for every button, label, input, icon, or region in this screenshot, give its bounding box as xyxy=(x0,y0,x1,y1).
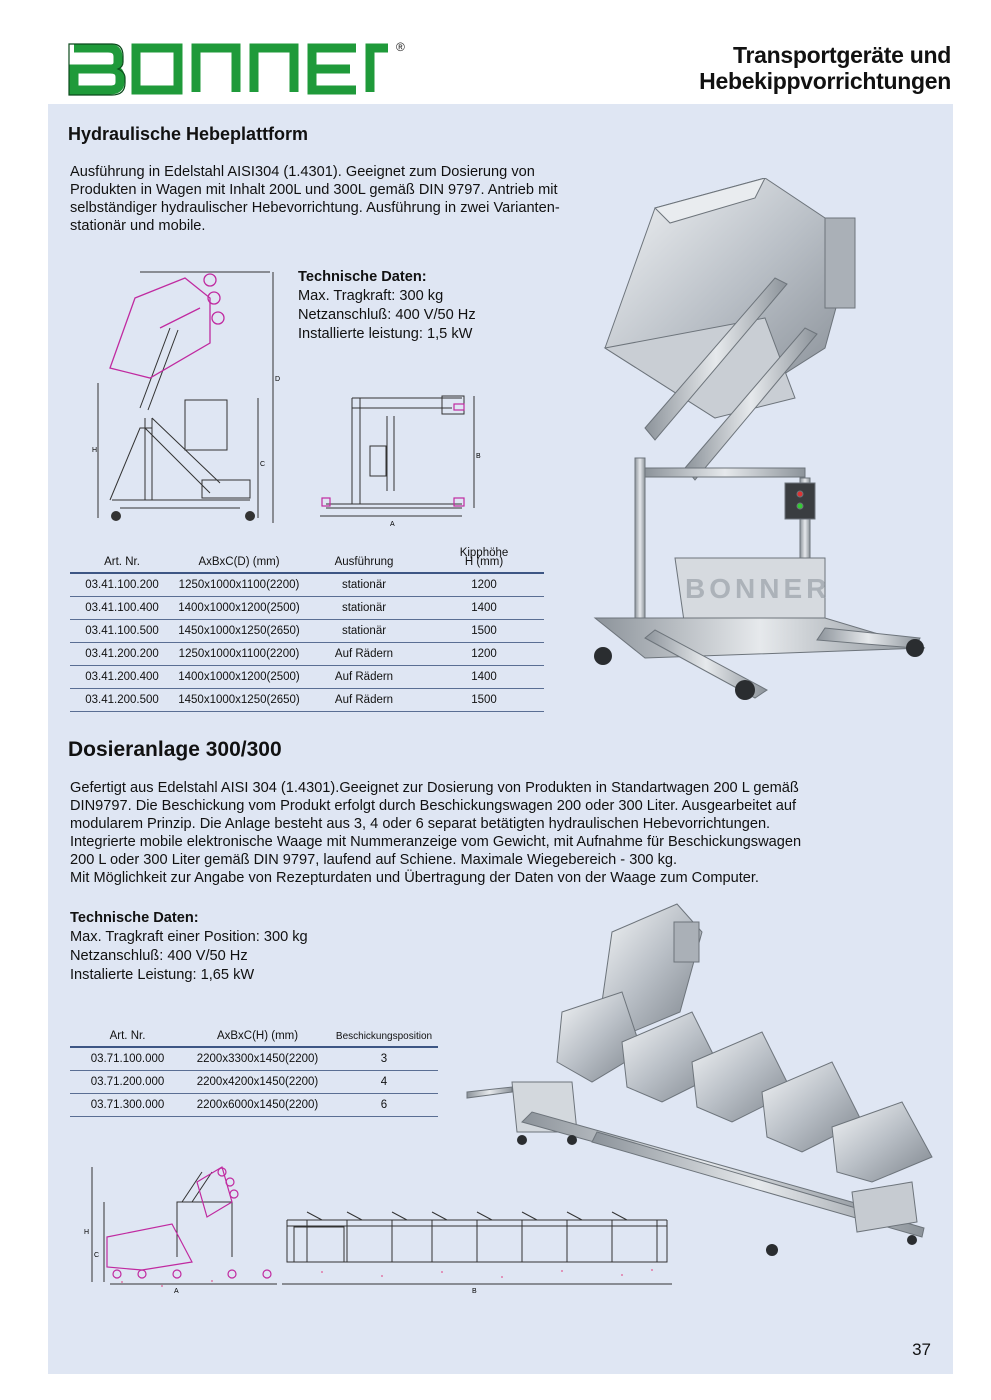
svg-text:BONNER: BONNER xyxy=(685,573,831,604)
hydraulic-platform-photo xyxy=(585,178,935,718)
section1-heading: Hydraulische Hebeplattform xyxy=(68,124,309,144)
table-row: 03.71.100.000 2200x3300x1450(2200) 3 xyxy=(70,1047,438,1071)
table-row: 03.71.300.000 2200x6000x1450(2200) 6 xyxy=(70,1094,438,1117)
section2-heading: Dosieranlage 300/300 xyxy=(68,738,282,761)
svg-text:A: A xyxy=(390,521,395,528)
svg-text:H: H xyxy=(84,1229,90,1236)
svg-text:A: A xyxy=(174,1288,179,1294)
table-row: 03.41.200.200 1250x1000x1100(2200) Auf Rädern 1200 xyxy=(70,643,544,666)
table-row: 03.41.200.500 1450x1000x1250(2650) Auf Rädern 1500 xyxy=(70,689,544,712)
section2-description: Gefertigt aus Edelstahl AISI 304 (1.4301).Geeignet zur Dosierung von Produkten in Standartwagen 200 L gemäß DIN9797. Die Beschickung vom Produkt erfolgt durch Beschickungswagen 200 oder 300 Liter. Ausgearbeitet auf modularem Prinzip. Die Anlage besteht aus 3, 4 oder 6 separat betätigten hydraulischen Hebevorrichtungen. Integrierte mobile elektronische Waage mit Nummeranzeige vom Gewicht, mit Aufnahme für Beschickungswagen 200 L oder 300 Liter gemäß DIN 9797, laufend auf Schiene. Maximale Wiegebereich - 300 kg. Mit Möglichkeit zur Angabe von Rezepturdaten und Übertragung der Daten von der Waage zum Computer. xyxy=(70,780,802,886)
section2-tech-data: Technische Daten: Max. Tragkraft einer Position: 300 kg Netzanschluß: 400 V/50 Hz Instalierte Leistung: 1,65 kW xyxy=(70,910,308,983)
table-row: 03.41.100.200 1250x1000x1100(2200) stationär 1200 xyxy=(70,573,544,597)
dosing-table: Art. Nr. AxBxC(H) (mm) Beschickungsposition 03.71.100.000 2200x3300x1450(2200) 3 03.71.200.000 2200x4200x1450(2200) 4 03.71.300.000 2200x6000x1450(2200) 6 xyxy=(70,1014,438,1117)
svg-text:C: C xyxy=(260,461,266,468)
table-row: 03.41.200.400 1400x1000x1200(2500) Auf Rädern 1400 xyxy=(70,666,544,689)
header-title: Transportgeräte und Hebekippvorrichtungen xyxy=(699,42,951,94)
svg-text:B: B xyxy=(476,453,481,460)
section1-description: Ausführung in Edelstahl AISI304 (1.4301). Geeignet zum Dosierung von Produkten in Wagen mit Inhalt 200L und 300L gemäß DIN 9797. Antrieb mit selbständiger hydraulischer Hebevorrichtung. Ausführung in zwei Varianten- stationär und mobile. xyxy=(70,164,560,234)
bonner-logo xyxy=(66,42,396,96)
platform-front-drawing xyxy=(312,386,488,528)
dosing-line-drawing xyxy=(82,1162,682,1294)
svg-text:BONNER: BONNER xyxy=(66,42,71,43)
svg-text:H: H xyxy=(92,447,98,454)
table-row: 03.71.200.000 2200x4200x1450(2200) 4 xyxy=(70,1071,438,1094)
section1-tech-data: Technische Daten: Max. Tragkraft: 300 kg Netzanschluß: 400 V/50 Hz Installierte leistung: 1,5 kW xyxy=(298,269,476,342)
svg-text:B: B xyxy=(472,1288,477,1294)
platform-table: Art. Nr. AxBxC(D) (mm) Ausführung Kipphöhe H (mm) 03.41.100.200 1250x1000x1100(2200) stationär 1200 03.41.100.400 1400x1000x1200(2500) stationär 1400 03.41.100.500 1450x1000x1250(2650) stationär 1500 03.41.200.200 1250x1000x1100(2200) Auf Rädern 1200 03.41.200.400 1400x1000x1200(2500) Auf Rädern 1400 03.41.200.500 1450x1000x1250(2650) Auf Rädern 1500 xyxy=(70,540,544,712)
table-row: 03.41.100.500 1450x1000x1250(2650) stationär 1500 xyxy=(70,620,544,643)
table-row: 03.41.100.400 1400x1000x1200(2500) stationär 1400 xyxy=(70,597,544,620)
svg-text:C: C xyxy=(94,1252,100,1259)
page-number: 37 xyxy=(912,1340,931,1359)
platform-side-drawing xyxy=(90,268,300,530)
svg-text:D: D xyxy=(275,376,281,383)
registered-mark: ® xyxy=(396,40,405,54)
